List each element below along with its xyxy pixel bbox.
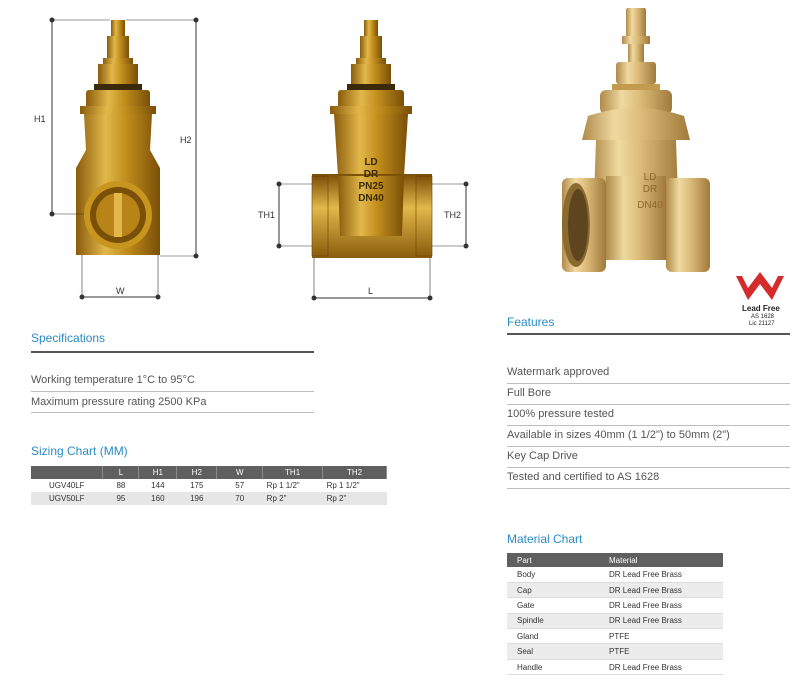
table-cell: Rp 2" — [263, 492, 323, 505]
th1-label: TH1 — [258, 210, 276, 220]
spec-line: Working temperature 1°C to 95°C — [31, 374, 195, 386]
svg-text:DN40: DN40 — [358, 193, 384, 204]
table-cell: UGV50LF — [31, 492, 103, 505]
column-header: W — [217, 466, 263, 479]
spec-line: Maximum pressure rating 2500 KPa — [31, 396, 207, 408]
table-cell: Cap — [507, 582, 599, 597]
table-cell: DR Lead Free Brass — [599, 659, 723, 674]
features-rule — [507, 333, 790, 335]
table-cell: PTFE — [599, 629, 723, 644]
svg-text:PN25: PN25 — [358, 181, 384, 192]
table-cell: DR Lead Free Brass — [599, 582, 723, 597]
svg-text:DN40: DN40 — [637, 200, 663, 211]
table-header-row — [31, 466, 387, 479]
column-header: TH1 — [263, 466, 323, 479]
divider — [507, 425, 790, 426]
feature-item: 100% pressure tested — [507, 408, 615, 420]
table-row — [507, 613, 723, 628]
divider — [31, 391, 314, 392]
table-row — [31, 479, 387, 492]
table-cell: 144 — [151, 481, 165, 490]
svg-text:LD: LD — [643, 172, 657, 183]
table-cell: Handle — [507, 659, 599, 674]
sizing-chart-table — [31, 466, 387, 505]
h2-label: H2 — [180, 135, 192, 145]
table-cell: 95 — [103, 492, 139, 505]
divider — [507, 467, 790, 468]
table-cell: Rp 1 1/2" — [326, 481, 360, 490]
table-cell: Rp 1 1/2" — [266, 481, 300, 490]
table-cell: 196 — [177, 492, 217, 505]
table-row — [507, 644, 723, 659]
specifications-title: Specifications — [31, 331, 106, 345]
feature-item: Tested and certified to AS 1628 — [507, 471, 660, 483]
column-header: Part — [507, 553, 599, 567]
features-title: Features — [507, 315, 555, 329]
table-cell: Seal — [507, 644, 599, 659]
table-row — [31, 492, 387, 505]
svg-text:DR: DR — [363, 169, 379, 180]
column-header: TH2 — [323, 466, 387, 479]
table-cell: 160 — [139, 492, 177, 505]
table-cell: UGV40LF — [49, 481, 85, 490]
table-cell: DR Lead Free Brass — [599, 598, 723, 613]
divider — [507, 446, 790, 447]
table-cell: 175 — [190, 481, 204, 490]
table-cell: Gland — [507, 629, 599, 644]
watermark-standard: AS 1628 — [751, 314, 775, 320]
th1-dimension — [277, 182, 313, 249]
table-row — [507, 629, 723, 644]
divider — [507, 404, 790, 405]
watermark-logo — [736, 272, 784, 300]
table-cell: Spindle — [507, 613, 599, 628]
feature-item: Watermark approved — [507, 366, 610, 378]
feature-item: Full Bore — [507, 387, 552, 399]
column-header: H2 — [177, 466, 217, 479]
table-header-row — [507, 553, 723, 567]
svg-text:DR: DR — [642, 184, 658, 195]
l-label: L — [368, 286, 374, 296]
column-header: Material — [599, 553, 723, 567]
table-row — [507, 567, 723, 582]
table-cell: DR Lead Free Brass — [599, 567, 723, 582]
table-row — [507, 582, 723, 597]
front-view-drawing — [312, 20, 432, 258]
table-cell: 88 — [116, 481, 126, 490]
table-row — [507, 598, 723, 613]
watermark-lead-free: Lead Free — [742, 304, 780, 313]
watermark-licence: Lic 21127 — [749, 321, 775, 327]
specifications-rule — [31, 351, 314, 353]
table-cell: Rp 2" — [323, 492, 387, 505]
column-header: L — [103, 466, 139, 479]
table-cell: Body — [507, 567, 599, 582]
feature-item: Available in sizes 40mm (1 1/2") to 50mm (2") — [507, 429, 730, 441]
product-photo — [562, 8, 710, 272]
svg-text:LD: LD — [364, 157, 378, 168]
th2-label: TH2 — [444, 210, 462, 220]
divider — [31, 412, 314, 413]
column-header — [31, 466, 103, 479]
table-cell: 57 — [235, 481, 245, 490]
h1-label: H1 — [34, 114, 46, 124]
table-cell: Gate — [507, 598, 599, 613]
side-view-drawing — [76, 20, 160, 255]
material-chart-title: Material Chart — [507, 532, 583, 546]
divider — [507, 383, 790, 384]
feature-item: Key Cap Drive — [507, 450, 578, 462]
w-label: W — [116, 286, 125, 296]
table-cell: 70 — [217, 492, 263, 505]
table-cell: PTFE — [599, 644, 723, 659]
table-row — [507, 659, 723, 674]
divider — [507, 488, 790, 489]
material-chart-table — [507, 553, 723, 675]
column-header: H1 — [139, 466, 177, 479]
sizing-chart-title: Sizing Chart (MM) — [31, 444, 128, 458]
table-cell: DR Lead Free Brass — [599, 613, 723, 628]
